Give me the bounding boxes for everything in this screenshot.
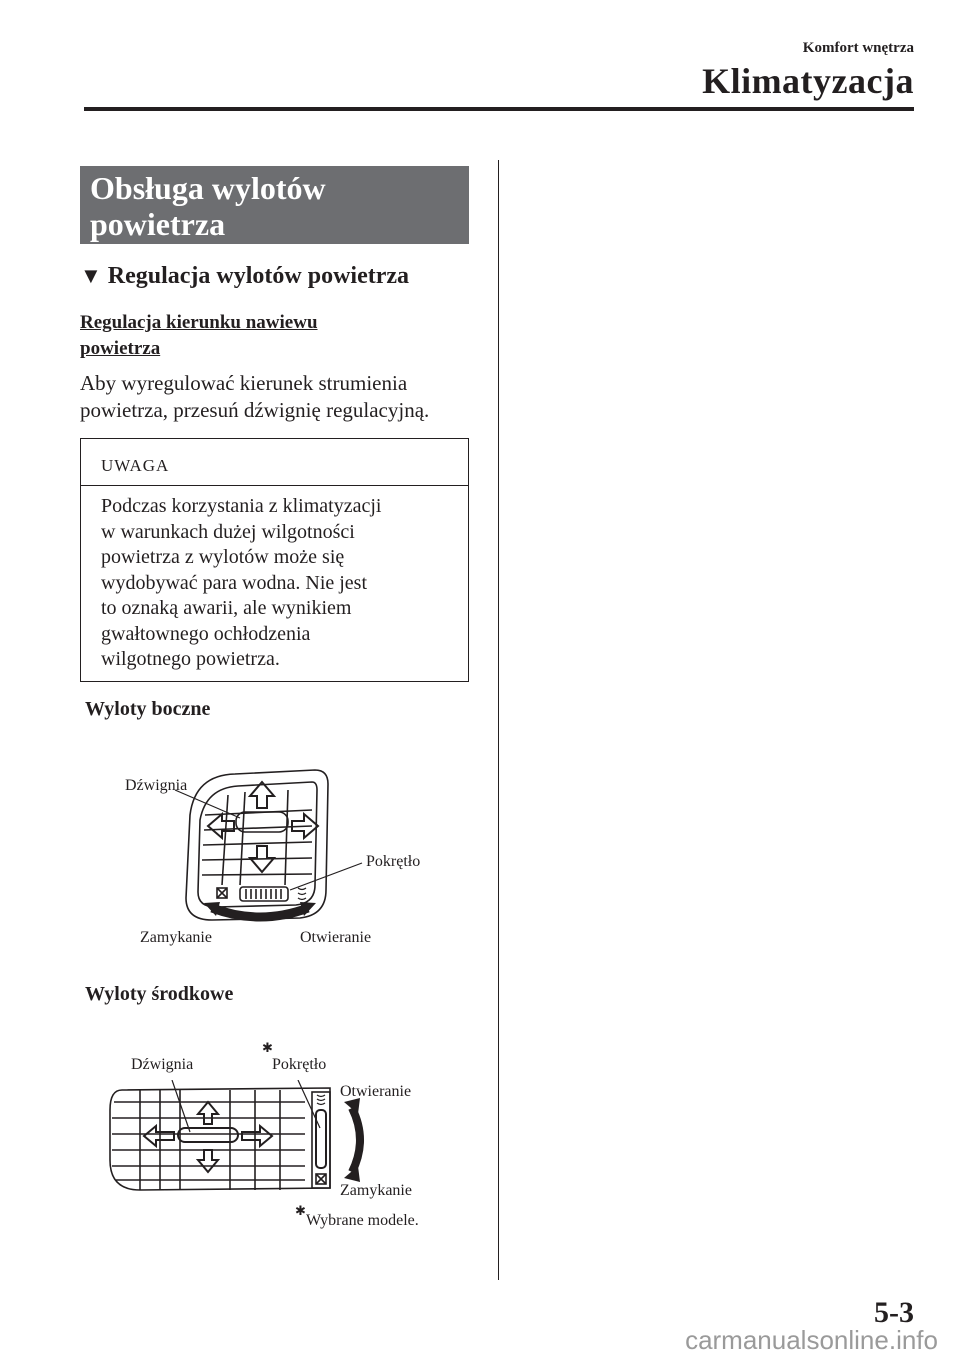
instruction-paragraph: [80, 370, 475, 424]
side-vents-heading: Wyloty boczne: [85, 698, 211, 720]
direction-heading-line1: Regulacja kierunku nawiewu: [80, 312, 318, 333]
note-line: w warunkach dużej wilgotności: [101, 520, 355, 543]
column-divider: [498, 160, 499, 1280]
note-line: Podczas korzystania z klimatyzacji: [101, 495, 382, 517]
note-line: wilgotnego powietrza.: [101, 648, 280, 670]
section-title-box: [80, 166, 469, 244]
note-text: [101, 494, 456, 673]
note-title: UWAGA: [101, 456, 170, 475]
section-title-line1: Obsługa wylotów: [90, 170, 326, 206]
paragraph-line2: powietrza, przesuń dźwignię regulacyjną.: [80, 398, 430, 422]
subheading-text: Regulacja wylotów powietrza: [107, 263, 410, 289]
note-line: wydobywać para wodna. Nie jest: [101, 571, 368, 594]
header-title: Klimatyzacja: [702, 61, 914, 101]
watermark[interactable]: carmanualsonline.info: [685, 1325, 938, 1355]
header-rule: [84, 107, 914, 111]
asterisk-icon: ✱: [262, 1040, 273, 1055]
note-line: powietrza z wylotów może się: [101, 546, 345, 568]
side-open-label: Otwieranie: [300, 929, 372, 946]
center-lever-label: Dźwignia: [131, 1056, 194, 1073]
center-close-label: Zamykanie: [340, 1182, 412, 1199]
header-section-name: Komfort wnętrza: [802, 40, 914, 56]
center-vent-illustration: [100, 1080, 380, 1200]
side-close-label: Zamykanie: [140, 929, 212, 946]
note-line: to oznaką awarii, ale wynikiem: [101, 597, 352, 619]
side-lever-label: Dźwignia: [125, 777, 188, 794]
paragraph-line1: Aby wyregulować kierunek strumienia: [80, 371, 408, 395]
note-separator: [81, 485, 468, 486]
note-box: [80, 438, 469, 682]
section-title-line2: powietrza: [90, 206, 226, 242]
triangle-marker-icon: ▼: [80, 263, 102, 288]
center-vents-heading: Wyloty środkowe: [85, 983, 234, 1005]
note-line: gwałtownego ochłodzenia: [101, 622, 311, 645]
page-number: 5-3: [874, 1296, 914, 1329]
direction-heading-line2: powietrza: [80, 338, 161, 359]
side-knob-label: Pokrętło: [366, 853, 421, 870]
direction-heading: [80, 310, 380, 362]
footnote-asterisk-icon: ✱: [295, 1203, 306, 1218]
center-knob-label: Pokrętło: [272, 1056, 327, 1073]
footnote-text: Wybrane modele.: [306, 1212, 419, 1229]
center-open-label: Otwieranie: [340, 1083, 412, 1100]
subheading: [80, 263, 409, 290]
